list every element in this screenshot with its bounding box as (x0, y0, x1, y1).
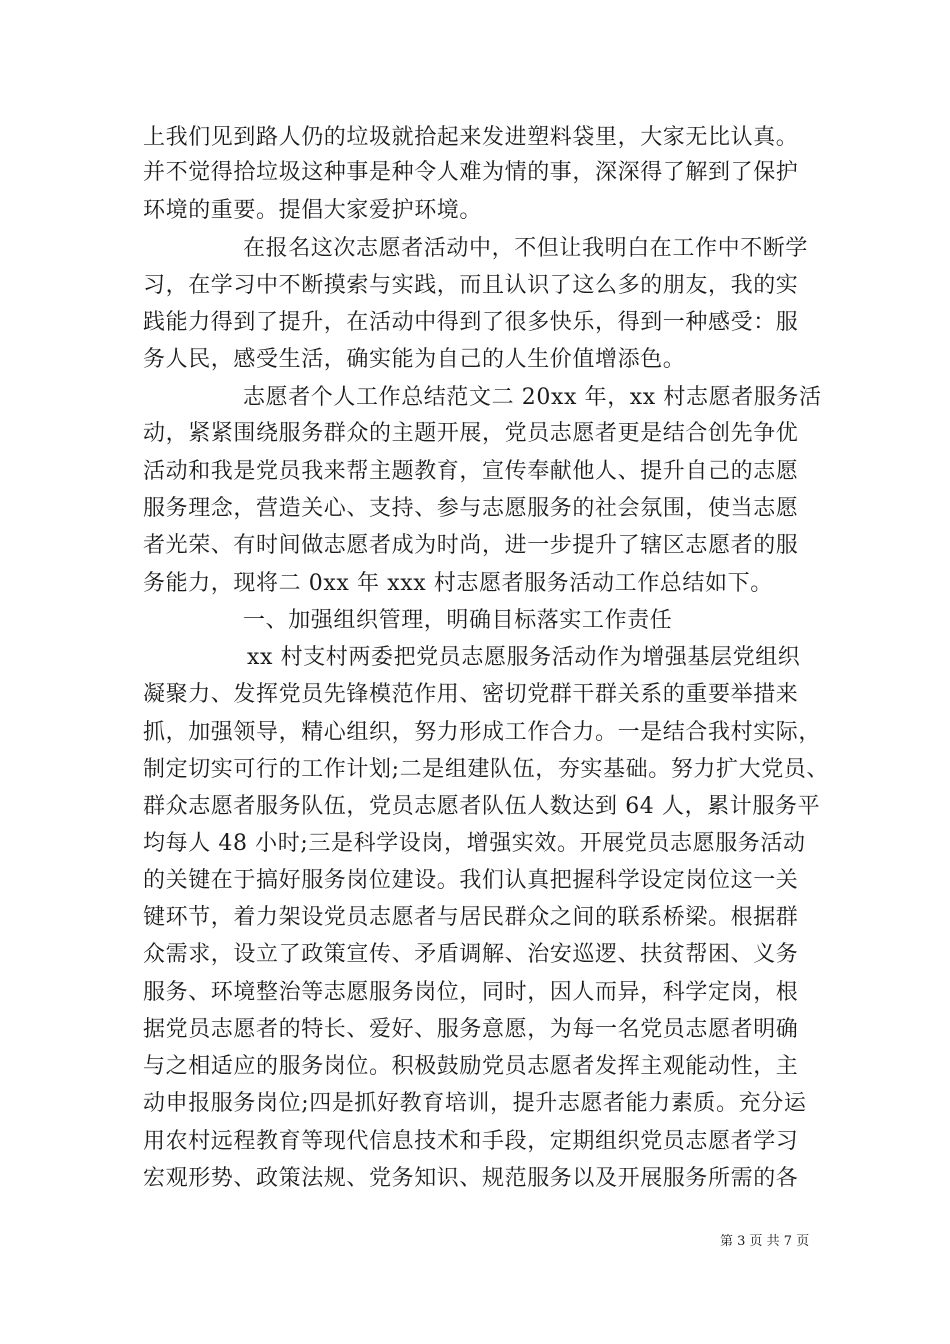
text-line: 服务、环境整治等志愿服务岗位，同时，因人而异，科学定岗，根 (143, 980, 799, 1005)
text-line: 据党员志愿者的特长、爱好、服务意愿，为每一名党员志愿者明确 (143, 1017, 799, 1042)
text-line: 者光荣、有时间做志愿者成为时尚，进一步提升了辖区志愿者的服 (143, 533, 799, 558)
page-number-footer: 第 3 页 共 7 页 (720, 1234, 810, 1249)
text-line: 上我们见到路人仍的垃圾就拾起来发进塑料袋里，大家无比认真。 (143, 125, 799, 150)
text-line: 服务理念，营造关心、支持、参与志愿服务的社会氛围，使当志愿 (143, 496, 799, 521)
text-line: 群众志愿者服务队伍，党员志愿者队伍人数达到 64 人，累计服务平 (143, 794, 821, 819)
text-line: 在报名这次志愿者活动中，不但让我明白在工作中不断学 (243, 236, 809, 261)
text-line: 用农村远程教育等现代信息技术和手段，定期组织党员志愿者学习 (143, 1129, 799, 1154)
text-line: 践能力得到了提升，在活动中得到了很多快乐，得到一种感受：服 (143, 310, 799, 335)
section-heading: 一、加强组织管理，明确目标落实工作责任 (243, 608, 673, 633)
text-line: 的关键在于搞好服务岗位建设。我们认真把握科学设定岗位这一关 (143, 868, 799, 893)
text-line: 务能力，现将二 0xx 年 xxx 村志愿者服务活动工作总结如下。 (143, 571, 773, 596)
text-line: 凝聚力、发挥党员先锋模范作用、密切党群干群关系的重要举措来 (143, 682, 799, 707)
text-line: 务人民，感受生活，确实能为自己的人生价值增添色。 (143, 347, 686, 372)
text-line: 动，紧紧围绕服务群众的主题开展，党员志愿者更是结合创先争优 (143, 421, 799, 446)
text-line: 均每人 48 小时;三是科学设岗，增强实效。开展党员志愿服务活动 (143, 831, 806, 856)
text-line: 动申报服务岗位;四是抓好教育培训，提升志愿者能力素质。充分运 (143, 1091, 807, 1116)
text-line: xx 村支村两委把党员志愿服务活动作为增强基层党组织 (247, 645, 801, 670)
text-line: 抓，加强领导，精心组织，努力形成工作合力。一是结合我村实际， (143, 720, 822, 745)
text-line: 活动和我是党员我来帮主题教育，宣传奉献他人、提升自己的志愿 (143, 459, 799, 484)
text-line: 键环节，着力架设党员志愿者与居民群众之间的联系桥梁。根据群 (143, 905, 799, 930)
text-line: 与之相适应的服务岗位。积极鼓励党员志愿者发挥主观能动性，主 (143, 1054, 799, 1079)
text-line: 志愿者个人工作总结范文二 20xx 年，xx 村志愿者服务活 (243, 385, 822, 410)
text-line: 环境的重要。提倡大家爱护环境。 (143, 198, 483, 223)
text-line: 众需求，设立了政策宣传、矛盾调解、治安巡逻、扶贫帮困、义务 (143, 942, 799, 967)
text-line: 习，在学习中不断摸索与实践，而且认识了这么多的朋友，我的实 (143, 273, 799, 298)
text-line: 宏观形势、政策法规、党务知识、规范服务以及开展服务所需的各 (143, 1166, 799, 1191)
text-line: 并不觉得拾垃圾这种事是种令人难为情的事，深深得了解到了保护 (143, 160, 799, 185)
text-line: 制定切实可行的工作计划;二是组建队伍，夯实基础。努力扩大党员、 (143, 757, 830, 782)
